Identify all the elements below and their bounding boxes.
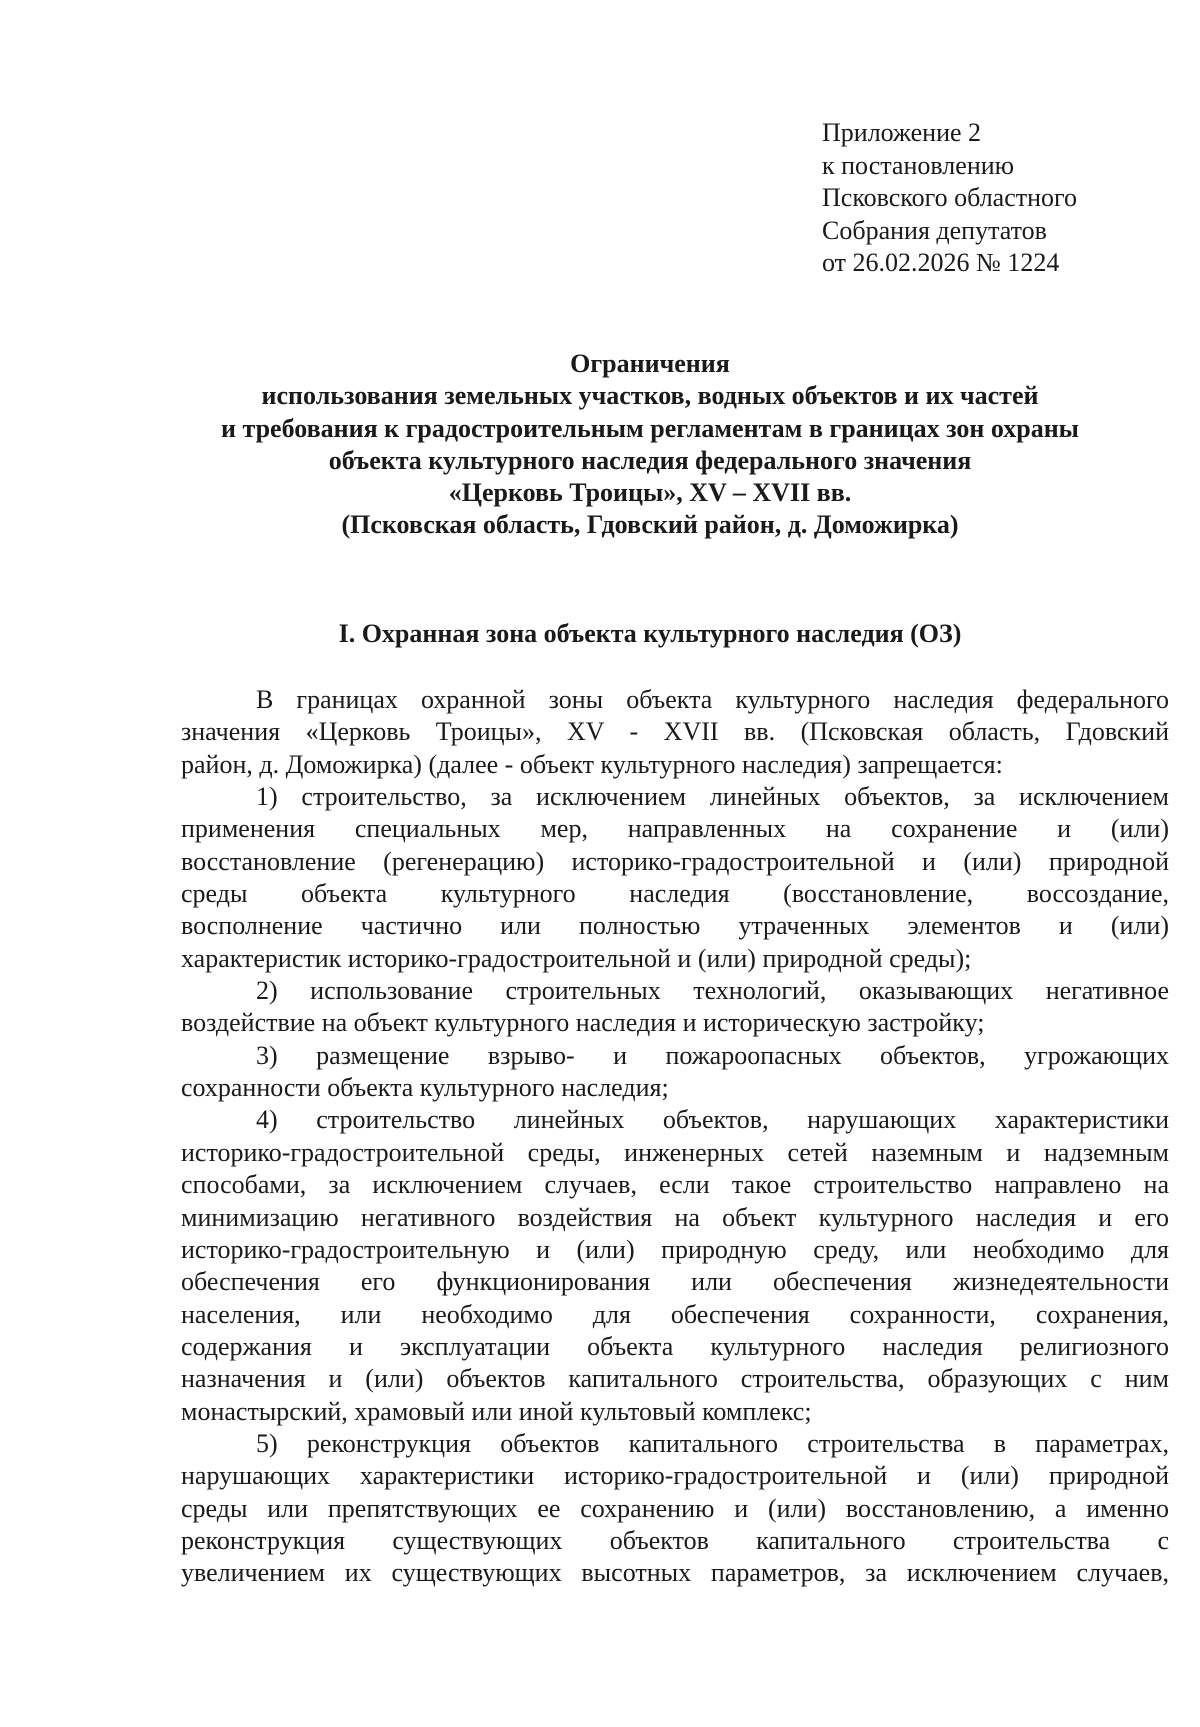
paragraph-line: воздействие на объект культурного наследия и историческую застройку; xyxy=(181,1008,985,1038)
paragraph-line: В границах охранной зоны объекта культурного наследия федерального xyxy=(256,685,1169,714)
title-line: Ограничения xyxy=(570,349,730,378)
appendix-line: Приложение 2 xyxy=(822,118,982,147)
paragraph-line: минимизацию негативного воздействия на объект культурного наследия и его xyxy=(181,1202,1169,1232)
paragraph-line: сохранности объекта культурного наследия; xyxy=(181,1073,669,1103)
paragraph-line: восстановление (регенерацию) историко-градостроительной и (или) природной xyxy=(181,846,1169,876)
paragraph-line: увеличением их существующих высотных параметров, за исключением случаев, xyxy=(181,1558,1169,1588)
section-heading: I. Охранная зона объекта культурного наследия (ОЗ) xyxy=(338,619,962,648)
title-line: (Псковская область, Гдовский район, д. Доможирка) xyxy=(341,510,959,540)
paragraph-line: среды или препятствующих ее сохранению и (или) восстановлению, а именно xyxy=(181,1493,1169,1523)
body-text xyxy=(181,684,1169,1590)
paragraph-line: историко-градостроительной среды, инженерных сетей наземным и надземным xyxy=(181,1137,1169,1167)
paragraph-line: характеристик историко-градостроительной и (или) природной среды); xyxy=(181,943,972,973)
appendix-line: к постановлению xyxy=(822,150,1015,180)
paragraph-line: обеспечения его функционирования или обеспечения жизнедеятельности xyxy=(181,1267,1169,1297)
paragraph-line: район, д. Доможирка) (далее - объект культурного наследия) запрещается: xyxy=(181,749,1003,779)
paragraph-line: монастырский, храмовый или иной культовый комплекс; xyxy=(181,1396,812,1426)
paragraph-line: нарушающих характеристики историко-градостроительной и (или) природной xyxy=(181,1461,1169,1491)
paragraph-line: значения «Церковь Троицы», XV - XVII вв. (Псковская область, Гдовский xyxy=(181,717,1169,747)
paragraph-line: 2) использование строительных технологий, оказывающих негативное xyxy=(256,976,1169,1006)
paragraph-line: восполнение частично или полностью утраченных элементов и (или) xyxy=(181,911,1169,941)
paragraph-line: среды объекта культурного наследия (восстановление, воссоздание, xyxy=(181,879,1169,909)
paragraph-line: 5) реконструкция объектов капитального строительства в параметрах, xyxy=(256,1428,1169,1458)
appendix-line: Собрания депутатов xyxy=(822,215,1047,245)
title-line: и требования к градостроительным регламентам в границах зон охраны xyxy=(221,413,1079,443)
paragraph-line: 3) размещение взрыво- и пожароопасных объектов, угрожающих xyxy=(256,1040,1169,1070)
title-line: использования земельных участков, водных объектов и их частей xyxy=(261,381,1039,411)
paragraph-line: реконструкция существующих объектов капитального строительства с xyxy=(181,1525,1169,1555)
appendix-line: от 26.02.2026 № 1224 xyxy=(822,248,1060,277)
paragraph-line: населения, или необходимо для обеспечения сохранности, сохранения, xyxy=(181,1299,1169,1329)
paragraph-line: 4) строительство линейных объектов, нарушающих характеристики xyxy=(256,1105,1169,1135)
title-line: «Церковь Троицы», XV – XVII вв. xyxy=(448,478,852,508)
paragraph-line: назначения и (или) объектов капитального строительства, образующих с ним xyxy=(181,1364,1169,1394)
paragraph-line: 1) строительство, за исключением линейных объектов, за исключением xyxy=(256,782,1169,812)
paragraph-line: применения специальных мер, направленных на сохранение и (или) xyxy=(181,814,1169,844)
title-line: объекта культурного наследия федерального значения xyxy=(328,445,972,475)
appendix-line: Псковского областного xyxy=(822,183,1078,212)
paragraph-line: историко-градостроительную и (или) природную среду, или необходимо для xyxy=(181,1234,1169,1264)
appendix-note xyxy=(822,117,1077,280)
document-title xyxy=(150,348,1150,542)
paragraph-line: способами, за исключением случаев, если такое строительство направлено на xyxy=(181,1170,1169,1200)
paragraph-line: содержания и эксплуатации объекта культурного наследия религиозного xyxy=(181,1331,1169,1361)
